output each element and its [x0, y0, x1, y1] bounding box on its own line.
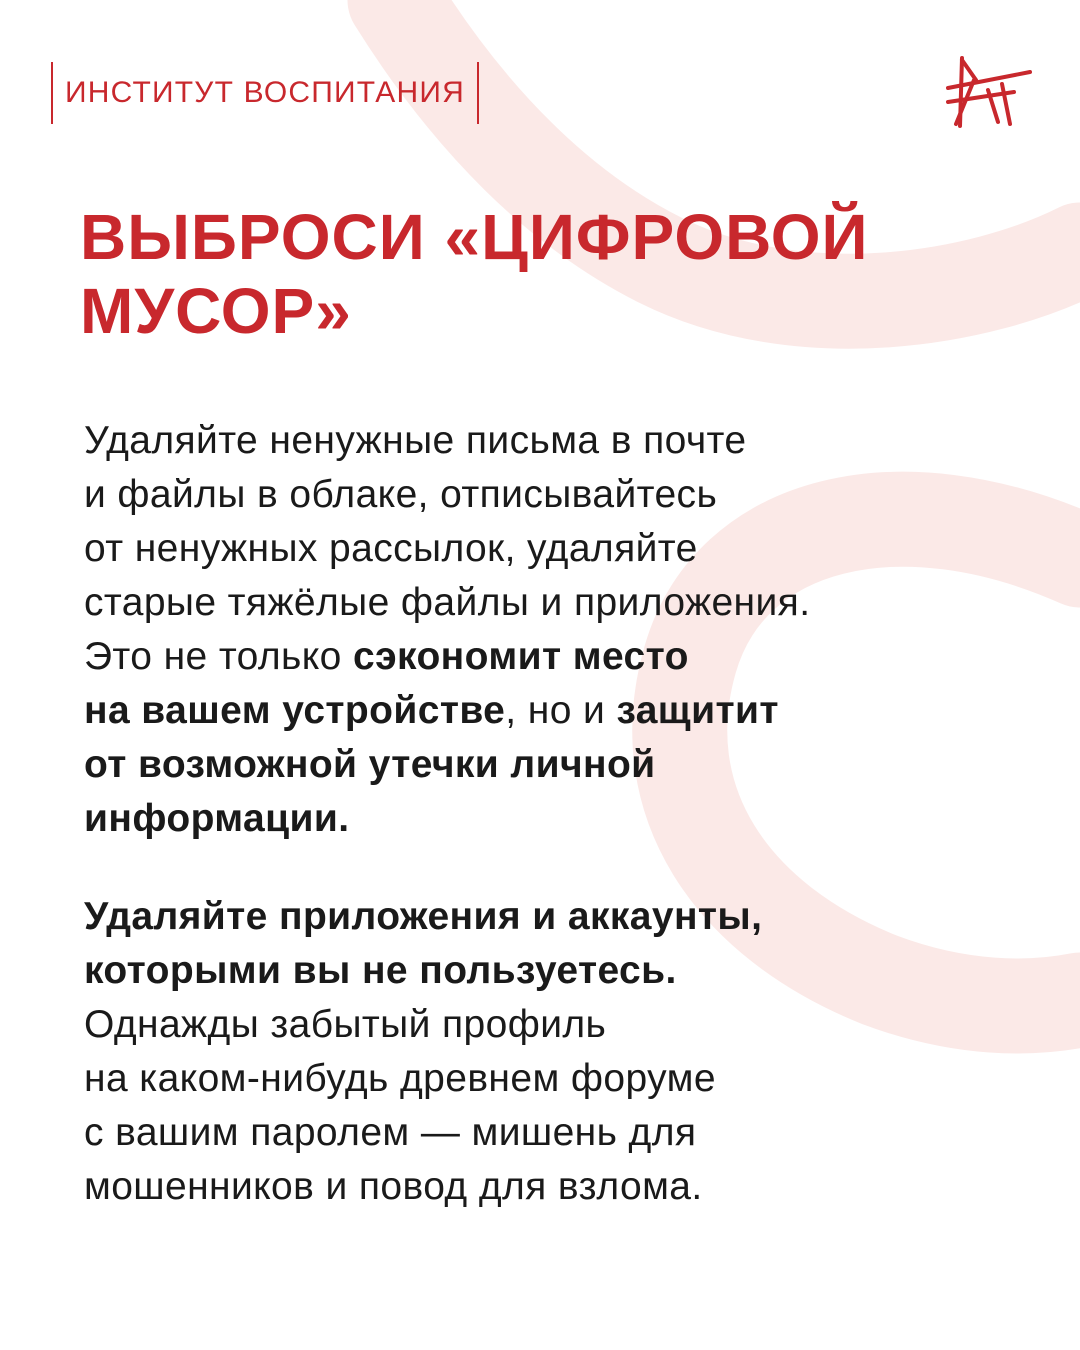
text-emphasis: информации.: [84, 797, 350, 840]
chair-logo-icon: [940, 52, 1036, 132]
page-title: [80, 200, 869, 348]
text-line: [84, 738, 810, 792]
text-emphasis: сэкономит место: [353, 635, 689, 678]
paragraph-unused-accounts: [84, 890, 762, 1214]
text-line: [84, 792, 810, 846]
text-plain: Это не только: [84, 635, 354, 678]
text-line: мошенников и повод для взлома.: [84, 1165, 703, 1208]
paragraph-digital-cleanup: [84, 414, 810, 846]
title-line: ВЫБРОСИ «ЦИФРОВОЙ: [80, 201, 869, 273]
text-emphasis: Удаляйте приложения и аккаунты,: [84, 895, 763, 938]
text-line: [84, 630, 810, 684]
brand-divider-right: [477, 62, 479, 124]
text-line: и файлы в облаке, отписывайтесь: [84, 473, 718, 516]
text-emphasis: от возможной утечки личной: [84, 743, 656, 786]
text-plain: , но и: [505, 689, 617, 732]
brand-header: [51, 62, 479, 124]
text-line: [84, 684, 810, 738]
title-line: МУСОР»: [80, 275, 352, 347]
text-line: Удаляйте ненужные письма в почте: [84, 419, 747, 462]
text-emphasis: на вашем устройстве: [84, 689, 506, 732]
text-line: с вашим паролем — мишень для: [84, 1111, 697, 1154]
text-line: старые тяжёлые файлы и приложения.: [84, 581, 811, 624]
text-line: на каком-нибудь древнем форуме: [84, 1057, 716, 1100]
text-line: Однажды забытый профиль: [84, 1003, 607, 1046]
text-line: [84, 890, 762, 944]
text-line: от ненужных рассылок, удаляйте: [84, 527, 698, 570]
text-line: [84, 944, 762, 998]
text-emphasis: защитит: [616, 689, 779, 732]
brand-name: ИНСТИТУТ ВОСПИТАНИЯ: [65, 76, 465, 109]
text-emphasis: которыми вы не пользуетесь.: [84, 949, 677, 992]
